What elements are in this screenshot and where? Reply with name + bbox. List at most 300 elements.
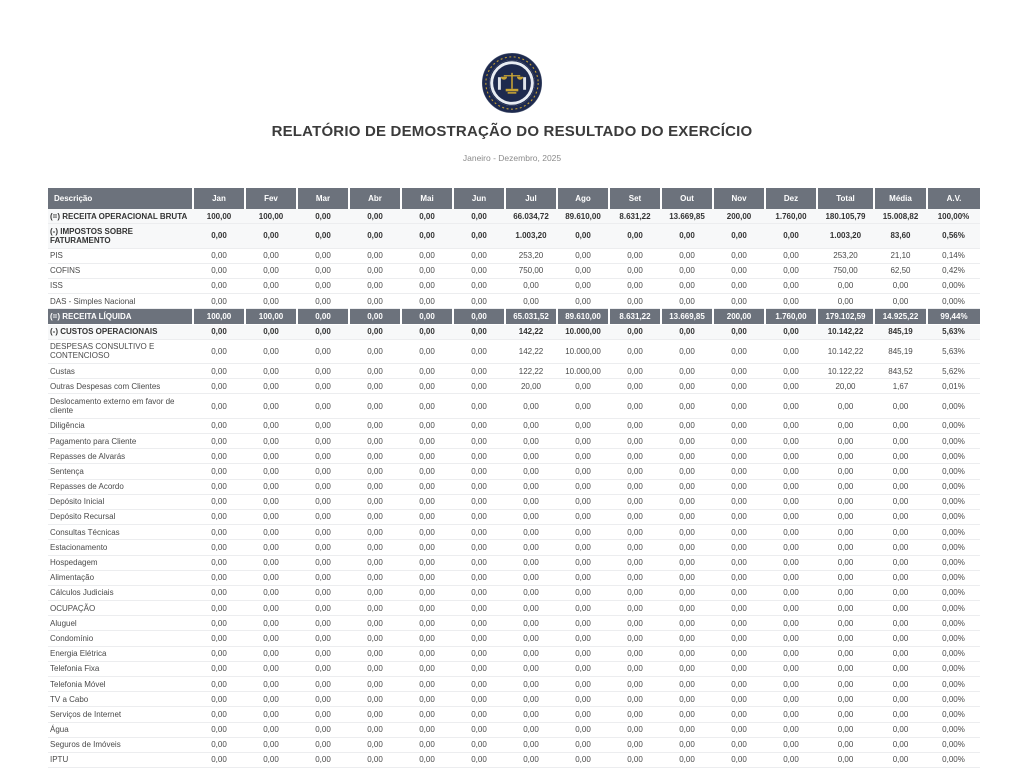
table-cell: 0,00 — [349, 692, 401, 707]
table-cell: 0,00 — [245, 555, 297, 570]
table-cell: 0,00 — [349, 540, 401, 555]
row-label: IPTU — [48, 752, 193, 767]
table-cell: 0,00 — [245, 585, 297, 600]
table-cell: 0,00 — [661, 555, 713, 570]
table-cell: 0,00 — [713, 418, 765, 433]
table-cell: 0,00 — [874, 525, 927, 540]
table-cell: 0,00 — [453, 449, 505, 464]
table-cell: 0,00 — [245, 540, 297, 555]
table-cell: 0,00 — [713, 339, 765, 363]
table-cell: 0,00% — [927, 278, 980, 293]
table-cell: 0,00 — [713, 449, 765, 464]
table-cell: 0,00 — [713, 631, 765, 646]
table-cell: 0,00 — [349, 278, 401, 293]
table-cell: 0,00 — [661, 631, 713, 646]
table-cell: 0,00 — [661, 379, 713, 394]
table-cell: 0,00 — [193, 418, 245, 433]
table-cell: 0,00 — [874, 661, 927, 676]
table-cell: 0,00 — [349, 570, 401, 585]
table-cell: 0,00 — [297, 616, 349, 631]
table-cell: 0,00 — [193, 646, 245, 661]
table-cell: 0,00 — [765, 509, 817, 524]
table-cell: 0,00 — [609, 677, 661, 692]
table-cell: 0,00 — [713, 294, 765, 309]
table-cell: 1.760,00 — [765, 309, 817, 324]
table-cell: 0,00 — [874, 394, 927, 418]
table-cell: 0,00 — [609, 540, 661, 555]
table-cell: 65.031,52 — [505, 309, 557, 324]
table-cell: 0,00 — [661, 525, 713, 540]
table-cell: 0,00 — [349, 494, 401, 509]
table-cell: 0,00 — [713, 616, 765, 631]
table-cell: 66.034,72 — [505, 209, 557, 224]
table-cell: 0,00 — [765, 263, 817, 278]
table-cell: 0,00 — [245, 324, 297, 339]
table-row — [48, 294, 980, 309]
table-cell: 0,00 — [505, 278, 557, 293]
row-label: Consultas Técnicas — [48, 525, 193, 540]
table-cell: 0,00 — [297, 394, 349, 418]
table-row — [48, 224, 980, 248]
table-cell: 0,00 — [609, 449, 661, 464]
table-cell: 0,00% — [927, 616, 980, 631]
table-cell: 0,00 — [193, 570, 245, 585]
table-row — [48, 364, 980, 379]
table-row — [48, 494, 980, 509]
table-cell: 0,00 — [349, 677, 401, 692]
table-cell: 0,00 — [661, 585, 713, 600]
table-cell: 0,00% — [927, 601, 980, 616]
table-row — [48, 263, 980, 278]
table-cell: 0,00 — [349, 339, 401, 363]
table-cell: 0,00 — [765, 339, 817, 363]
table-cell: 0,00 — [245, 394, 297, 418]
table-row — [48, 646, 980, 661]
table-cell: 0,00% — [927, 464, 980, 479]
table-row — [48, 692, 980, 707]
table-cell: 0,00 — [245, 677, 297, 692]
column-header-fev: Fev — [245, 188, 297, 209]
table-cell: 0,00 — [817, 752, 874, 767]
row-label: DAS - Simples Nacional — [48, 294, 193, 309]
table-cell: 0,00 — [349, 449, 401, 464]
table-cell: 0,00 — [297, 209, 349, 224]
table-cell: 0,00 — [557, 570, 609, 585]
table-cell: 0,00 — [609, 661, 661, 676]
table-cell: 0,00 — [401, 525, 453, 540]
table-cell: 0,00 — [297, 479, 349, 494]
table-cell: 0,00 — [505, 449, 557, 464]
table-cell: 0,00 — [609, 555, 661, 570]
table-cell: 0,00 — [817, 394, 874, 418]
table-cell: 0,00 — [193, 509, 245, 524]
table-cell: 0,00 — [817, 525, 874, 540]
table-cell: 0,00 — [557, 677, 609, 692]
table-cell: 0,00 — [557, 525, 609, 540]
table-cell: 13.669,85 — [661, 209, 713, 224]
table-cell: 0,00 — [401, 364, 453, 379]
table-cell: 5,63% — [927, 339, 980, 363]
column-header-abr: Abr — [349, 188, 401, 209]
table-cell: 0,00 — [661, 248, 713, 263]
table-cell: 200,00 — [713, 209, 765, 224]
table-cell: 0,00 — [661, 707, 713, 722]
table-cell: 0,00 — [557, 509, 609, 524]
table-cell: 0,00 — [609, 263, 661, 278]
table-cell: 0,00 — [297, 224, 349, 248]
table-cell: 0,00 — [817, 661, 874, 676]
table-cell: 0,00 — [765, 631, 817, 646]
table-cell: 0,00 — [713, 479, 765, 494]
table-row — [48, 540, 980, 555]
table-cell: 0,00 — [245, 707, 297, 722]
table-cell: 0,00 — [765, 248, 817, 263]
table-cell: 0,00 — [505, 601, 557, 616]
table-cell: 0,00 — [661, 479, 713, 494]
table-row — [48, 324, 980, 339]
table-cell: 10.122,22 — [817, 364, 874, 379]
row-label: Repasses de Acordo — [48, 479, 193, 494]
row-label: Seguros de Imóveis — [48, 737, 193, 752]
table-cell: 0,00 — [713, 525, 765, 540]
table-cell: 0,00 — [245, 224, 297, 248]
table-cell: 0,00 — [193, 677, 245, 692]
table-cell: 0,00 — [874, 616, 927, 631]
table-cell: 0,00 — [609, 324, 661, 339]
table-cell: 0,00 — [557, 494, 609, 509]
table-cell: 0,00 — [193, 394, 245, 418]
table-cell: 0,00 — [609, 631, 661, 646]
row-label: COFINS — [48, 263, 193, 278]
table-cell: 0,00 — [713, 464, 765, 479]
table-cell: 0,00 — [817, 722, 874, 737]
table-cell: 0,00 — [874, 509, 927, 524]
table-cell: 0,00% — [927, 525, 980, 540]
table-cell: 0,00 — [297, 631, 349, 646]
table-cell: 0,00 — [505, 509, 557, 524]
table-cell: 0,00 — [401, 494, 453, 509]
table-cell: 0,00 — [401, 248, 453, 263]
table-cell: 0,00 — [661, 570, 713, 585]
table-cell: 0,00 — [245, 434, 297, 449]
table-cell: 0,00 — [817, 631, 874, 646]
table-cell: 0,00 — [297, 509, 349, 524]
table-cell: 0,00 — [505, 707, 557, 722]
table-cell: 0,00 — [453, 722, 505, 737]
table-cell: 0,00 — [505, 570, 557, 585]
column-header-mar: Mar — [297, 188, 349, 209]
table-cell: 0,00 — [609, 722, 661, 737]
table-cell: 0,00 — [193, 555, 245, 570]
table-row — [48, 585, 980, 600]
table-cell: 0,00 — [713, 585, 765, 600]
table-cell: 0,00 — [297, 379, 349, 394]
column-header-nov: Nov — [713, 188, 765, 209]
table-cell: 0,00 — [609, 737, 661, 752]
table-cell: 1,67 — [874, 379, 927, 394]
table-cell: 0,00 — [874, 494, 927, 509]
table-row — [48, 677, 980, 692]
table-cell: 0,00 — [765, 616, 817, 631]
table-head — [48, 188, 980, 209]
table-cell: 8.631,22 — [609, 209, 661, 224]
table-row — [48, 449, 980, 464]
table-cell: 0,00 — [453, 248, 505, 263]
table-cell: 0,00 — [713, 263, 765, 278]
table-cell: 0,00 — [505, 294, 557, 309]
row-label: OCUPAÇÃO — [48, 601, 193, 616]
table-cell: 0,00 — [401, 278, 453, 293]
table-cell: 0,00 — [453, 364, 505, 379]
table-cell: 0,00 — [661, 418, 713, 433]
table-cell: 0,00 — [245, 379, 297, 394]
table-cell: 0,00 — [193, 379, 245, 394]
table-cell: 0,00 — [609, 494, 661, 509]
table-cell: 0,00 — [557, 707, 609, 722]
table-cell: 0,00 — [453, 570, 505, 585]
table-cell: 0,00 — [245, 570, 297, 585]
table-row — [48, 631, 980, 646]
table-cell: 0,00 — [245, 449, 297, 464]
table-cell: 0,56% — [927, 224, 980, 248]
table-cell: 0,00 — [401, 661, 453, 676]
table-cell: 0,00 — [817, 707, 874, 722]
table-cell: 0,00 — [661, 224, 713, 248]
table-cell: 0,00 — [557, 646, 609, 661]
table-cell: 0,00% — [927, 449, 980, 464]
column-header-set: Set — [609, 188, 661, 209]
table-cell: 10.000,00 — [557, 339, 609, 363]
column-header-dez: Dez — [765, 188, 817, 209]
table-cell: 99,44% — [927, 309, 980, 324]
table-cell: 253,20 — [505, 248, 557, 263]
table-cell: 0,00 — [557, 394, 609, 418]
table-row — [48, 394, 980, 418]
row-label: Depósito Recursal — [48, 509, 193, 524]
row-label: Custas — [48, 364, 193, 379]
table-cell: 0,00 — [765, 585, 817, 600]
row-label: Condomínio — [48, 631, 193, 646]
row-label: Pagamento para Cliente — [48, 434, 193, 449]
table-cell: 0,00 — [401, 434, 453, 449]
table-cell: 0,00 — [557, 294, 609, 309]
table-cell: 0,00% — [927, 540, 980, 555]
table-cell: 0,00 — [193, 364, 245, 379]
table-cell: 0,00 — [661, 464, 713, 479]
table-cell: 0,00 — [401, 616, 453, 631]
table-cell: 0,00 — [453, 294, 505, 309]
table-cell: 0,00 — [661, 752, 713, 767]
table-row — [48, 752, 980, 767]
table-row — [48, 339, 980, 363]
table-cell: 0,00 — [453, 737, 505, 752]
table-cell: 0,00 — [765, 479, 817, 494]
table-cell: 0,00 — [193, 278, 245, 293]
table-cell: 0,00 — [713, 752, 765, 767]
table-cell: 0,00 — [453, 209, 505, 224]
table-cell: 0,00 — [193, 248, 245, 263]
table-header-row — [48, 188, 980, 209]
table-cell: 0,00 — [661, 692, 713, 707]
table-cell: 0,00 — [765, 677, 817, 692]
table-cell: 0,00 — [193, 339, 245, 363]
table-cell: 0,00 — [713, 737, 765, 752]
table-cell: 0,00 — [661, 661, 713, 676]
table-cell: 0,00 — [661, 722, 713, 737]
table-cell: 0,00 — [874, 479, 927, 494]
table-cell: 0,00 — [453, 555, 505, 570]
table-cell: 8.631,22 — [609, 309, 661, 324]
table-cell: 0,00 — [765, 394, 817, 418]
table-cell: 0,00 — [349, 737, 401, 752]
table-cell: 0,00 — [817, 540, 874, 555]
table-cell: 0,00 — [817, 449, 874, 464]
table-cell: 0,00 — [297, 752, 349, 767]
table-cell: 0,00 — [765, 707, 817, 722]
column-header-mai: Mai — [401, 188, 453, 209]
table-row — [48, 555, 980, 570]
table-cell: 0,00 — [713, 601, 765, 616]
table-cell: 0,00% — [927, 494, 980, 509]
table-cell: 0,00 — [297, 278, 349, 293]
table-cell: 0,00 — [874, 585, 927, 600]
table-cell: 0,00 — [765, 294, 817, 309]
table-cell: 0,00 — [453, 339, 505, 363]
table-cell: 0,00 — [245, 509, 297, 524]
table-cell: 0,00% — [927, 585, 980, 600]
table-cell: 0,00 — [609, 601, 661, 616]
table-cell: 0,00 — [661, 339, 713, 363]
table-cell: 0,00 — [609, 434, 661, 449]
table-cell: 0,00 — [349, 601, 401, 616]
table-cell: 1.003,20 — [817, 224, 874, 248]
row-label: Telefonia Fixa — [48, 661, 193, 676]
table-cell: 100,00 — [245, 309, 297, 324]
table-cell: 14.925,22 — [874, 309, 927, 324]
table-cell: 0,00 — [453, 263, 505, 278]
table-cell: 0,00 — [453, 692, 505, 707]
row-label: (-) CUSTOS OPERACIONAIS — [48, 324, 193, 339]
table-cell: 0,00 — [245, 339, 297, 363]
table-cell: 0,00 — [661, 263, 713, 278]
table-cell: 0,00 — [453, 224, 505, 248]
row-label: PIS — [48, 248, 193, 263]
table-cell: 0,00 — [765, 525, 817, 540]
table-cell: 0,00 — [401, 224, 453, 248]
table-cell: 0,00 — [817, 601, 874, 616]
table-cell: 0,00 — [297, 324, 349, 339]
table-cell: 0,00% — [927, 509, 980, 524]
row-label: DESPESAS CONSULTIVO E CONTENCIOSO — [48, 339, 193, 363]
table-cell: 0,00 — [609, 224, 661, 248]
table-cell: 0,00 — [874, 464, 927, 479]
table-cell: 0,00 — [401, 309, 453, 324]
table-cell: 0,00 — [349, 434, 401, 449]
table-row — [48, 525, 980, 540]
table-cell: 0,00 — [765, 494, 817, 509]
table-cell: 0,00 — [453, 278, 505, 293]
table-cell: 0,00 — [557, 555, 609, 570]
table-cell: 0,00 — [713, 224, 765, 248]
table-cell: 0,00 — [765, 570, 817, 585]
table-cell: 0,00 — [817, 479, 874, 494]
table-cell: 0,00 — [193, 631, 245, 646]
table-cell: 100,00 — [245, 209, 297, 224]
table-cell: 0,00 — [245, 263, 297, 278]
column-header-out: Out — [661, 188, 713, 209]
table-cell: 0,00 — [401, 379, 453, 394]
table-cell: 0,00 — [505, 464, 557, 479]
table-cell: 0,00 — [505, 722, 557, 737]
table-row — [48, 464, 980, 479]
table-cell: 0,00 — [245, 418, 297, 433]
table-cell: 0,00 — [817, 294, 874, 309]
table-cell: 0,00 — [557, 434, 609, 449]
table-cell: 1.003,20 — [505, 224, 557, 248]
table-cell: 0,00 — [401, 509, 453, 524]
table-cell: 0,00 — [505, 555, 557, 570]
table-cell: 0,00% — [927, 479, 980, 494]
column-header-a-v-: A.V. — [927, 188, 980, 209]
table-cell: 0,00 — [297, 434, 349, 449]
table-cell: 0,00 — [297, 364, 349, 379]
table-cell: 0,00 — [765, 737, 817, 752]
table-cell: 0,00% — [927, 294, 980, 309]
table-cell: 1.760,00 — [765, 209, 817, 224]
table-cell: 5,62% — [927, 364, 980, 379]
table-cell: 0,00% — [927, 434, 980, 449]
row-label: Depósito Inicial — [48, 494, 193, 509]
table-cell: 0,00 — [349, 224, 401, 248]
table-cell: 0,00 — [661, 364, 713, 379]
table-cell: 0,00 — [349, 394, 401, 418]
table-cell: 0,00 — [297, 707, 349, 722]
table-cell: 10.142,22 — [817, 324, 874, 339]
table-cell: 0,00% — [927, 418, 980, 433]
table-cell: 200,00 — [713, 309, 765, 324]
table-cell: 0,00 — [401, 677, 453, 692]
table-cell: 0,00 — [874, 540, 927, 555]
table-cell: 0,00 — [453, 752, 505, 767]
table-cell: 0,00 — [297, 294, 349, 309]
table-cell: 100,00 — [193, 309, 245, 324]
table-cell: 845,19 — [874, 324, 927, 339]
table-cell: 0,00 — [874, 692, 927, 707]
table-cell: 0,00 — [609, 464, 661, 479]
table-cell: 0,00% — [927, 394, 980, 418]
table-cell: 0,01% — [927, 379, 980, 394]
column-header-ago: Ago — [557, 188, 609, 209]
table-cell: 0,00 — [765, 449, 817, 464]
table-cell: 0,00 — [245, 525, 297, 540]
table-cell: 0,00% — [927, 737, 980, 752]
table-cell: 0,00 — [349, 294, 401, 309]
row-label: ISS — [48, 278, 193, 293]
table-cell: 0,00 — [609, 509, 661, 524]
table-cell: 0,00 — [297, 540, 349, 555]
table-cell: 0,00 — [505, 646, 557, 661]
table-cell: 0,00 — [661, 394, 713, 418]
table-cell: 0,00 — [453, 525, 505, 540]
table-cell: 0,00 — [245, 278, 297, 293]
table-cell: 0,00 — [505, 540, 557, 555]
table-cell: 0,00 — [297, 248, 349, 263]
table-cell: 0,00 — [817, 555, 874, 570]
table-cell: 0,00 — [245, 737, 297, 752]
table-cell: 0,00 — [713, 324, 765, 339]
table-cell: 15.008,82 — [874, 209, 927, 224]
report-table — [48, 188, 980, 768]
